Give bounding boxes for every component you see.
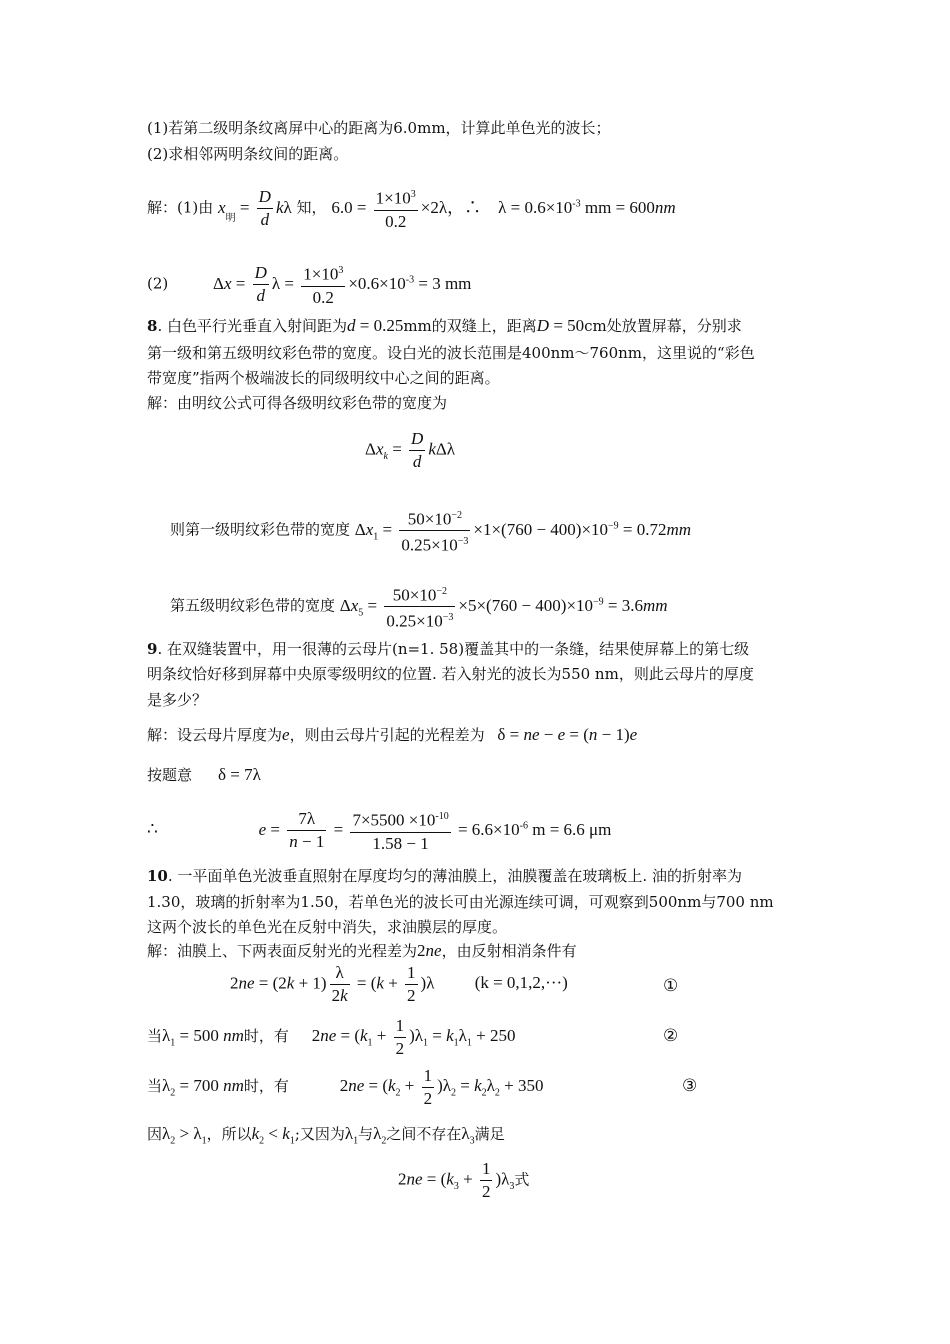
question-8-line2: 第一级和第五级明纹彩色带的宽度。设白光的波长范围是400nm～760nm，这里说的“彩色 bbox=[147, 344, 755, 362]
formula-delta-x: Δx = $\frac{D}{d}$ λ = $\frac{1\times 10^3}{0.2}$ $\times 0.6\times 10^{-3} = 3$ mm bbox=[213, 274, 471, 293]
question-9-line1: 9. 在双缝装置中，用一很薄的云母片(n=1. 58)覆盖其中的一条缝，结果使屏幕上的第七级 bbox=[147, 640, 750, 658]
condition-lambda1: 当$\lambda_1 = 500$ nm时，有 $2ne = (k_1$ + $\frac{1}{2}$ )$\lambda_1 = k_1\lambda_1 + 250$ bbox=[147, 1015, 516, 1058]
equation-marker-2: ② bbox=[663, 1026, 679, 1046]
formula-2ne: 2ne = (2k + 1) $\frac{\lambda}{2k}$ = (k + $\frac{1}{2}$ )λ (k = 0,1,2,···) bbox=[230, 963, 568, 1005]
formula-delta-xk: $\Delta x_k$ = $\frac{D}{d}$ kΔλ bbox=[365, 429, 456, 471]
equation-marker-1: ① bbox=[663, 976, 679, 996]
question-10-line2: 1.30，玻璃的折射率为1.50，若单色光的波长可由光源连续可调，可观察到500nm与700 nm bbox=[147, 893, 774, 911]
problem-part-2: (2)求相邻两明条纹间的距离。 bbox=[147, 145, 349, 163]
formula-6: 6.0 = $\frac{1\times 10^3}{0.2}$ ×2λ，∴ $\lambda = 0.6\times 10^{-3}$ mm = 600nm bbox=[331, 198, 675, 217]
fifth-order-width: 第五级明纹彩色带的宽度 $\Delta x_5$ = $\frac{50\times 10^{-2}}{0.25\times 10^{-3}}$ $\times 5\times(760 - 400)\times 10^{-9} = 3.6mm$ bbox=[170, 574, 668, 641]
question-8-line3: 带宽度”指两个极端波长的同级明纹中心之间的距离。 bbox=[147, 369, 500, 387]
formula-lambda3: $2ne = (k_3$ + $\frac{1}{2}$ )$\lambda_3$式 bbox=[398, 1159, 530, 1201]
problem-part-1: (1)若第二级明条纹离屏中心的距离为6.0mm，计算此单色光的波长； bbox=[147, 119, 611, 137]
question-number: 8 bbox=[147, 317, 158, 335]
solution-1 bbox=[147, 180, 676, 235]
question-9-condition: 按题意 δ = 7λ bbox=[147, 765, 261, 784]
question-10-line3: 这两个波长的单色光在反射中消失，求油膜层的厚度。 bbox=[147, 918, 508, 936]
solution-1-know: 知， bbox=[296, 198, 327, 217]
question-9-line2: 明条纹恰好移到屏幕中央原零级明纹的位置. 若入射光的波长为550 nm，则此云母片的厚度 bbox=[147, 665, 754, 683]
question-number: 10 bbox=[147, 867, 168, 885]
condition-lambda2: 当$\lambda_2 = 700$ nm时，有 $2ne = (k_2$ + $\frac{1}{2}$ )$\lambda_2 = k_2\lambda_2 + 350$ bbox=[147, 1065, 544, 1108]
question-8-solution: 解：由明纹公式可得各级明纹彩色带的宽度为 bbox=[147, 394, 448, 412]
formula-x-bright: $x_明$ = $\frac{D}{d}$ kλ bbox=[218, 187, 292, 230]
question-9-solution: 解：设云母片厚度为e，则由云母片引起的光程差为 δ = ne − e = (n − 1)e bbox=[147, 725, 638, 744]
inequality-line: 因$\lambda_2 > \lambda_1$，所以$k_2 < k_1$;又因为$\lambda_1$与$\lambda_2$之间不存在$\lambda_3$满足 bbox=[147, 1124, 505, 1147]
question-8-line1: 8. 白色平行光垂直入射间距为d = 0.25mm的双缝上，距离D = 50cm处放置屏幕，分别求 bbox=[147, 316, 742, 335]
question-10-line1: 10. 一平面单色光波垂直照射在厚度均匀的薄油膜上，油膜覆盖在玻璃板上. 油的折射率为 bbox=[147, 867, 742, 885]
equation-marker-3: ③ bbox=[682, 1076, 698, 1096]
question-10-solution: 解：油膜上、下两表面反射光的光程差为2ne，由反射相消条件有 bbox=[147, 941, 577, 960]
question-9-result: ∴ e = $\frac{7\lambda}{n - 1}$ = $\frac{7\times 5500 \times 10^{-10}}{1.58 - 1}$ = $6.6\times 10^{-6}$ m = 6.6 μm bbox=[147, 802, 611, 855]
question-number: 9 bbox=[147, 640, 158, 658]
first-order-width: 则第一级明纹彩色带的宽度 $\Delta x_1$ = $\frac{50\times 10^{-2}}{0.25\times 10^{-3}}$ $\times 1\times(760 - 400)\times 10^{-9} = 0.72mm$ bbox=[170, 498, 691, 565]
solution-2 bbox=[147, 256, 471, 309]
solution-2-label: (2) bbox=[147, 274, 169, 293]
solution-1-prefix: 解：(1)由 bbox=[147, 198, 214, 217]
question-9-line3: 是多少？ bbox=[147, 691, 208, 709]
